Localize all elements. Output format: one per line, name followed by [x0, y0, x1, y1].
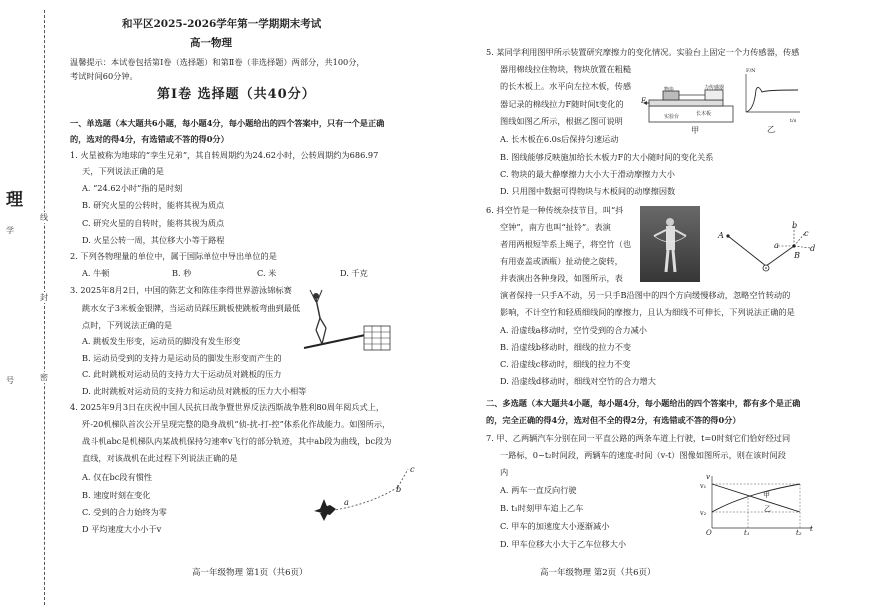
q3-stem: 点时，下列说法正确的是	[82, 320, 173, 330]
q5-fig-label: 力传感器	[704, 85, 725, 91]
q4-fig-label: b	[396, 484, 402, 494]
q5-option-b: B. 图线能够反映施加给长木板力F的大小随时间的变化关系	[500, 152, 714, 162]
q6-stem: 有用壶盖或酒瓶）扯动使之旋转，	[500, 256, 623, 266]
q5-fig-label: 物块	[664, 87, 675, 93]
binding-mark: 线	[40, 213, 48, 222]
part-heading: 二、多选题（本大题共4小题，每小题4分，每小题给出的四个答案中，都有多个是正确	[486, 398, 801, 408]
q1-option-b: B. 研究火星的公转时，能将其视为质点	[82, 200, 225, 210]
q7-option-a: A. 两车一直反向行驶	[500, 485, 577, 495]
q5-option-a: A. 长木板在6.0s后保持匀速运动	[500, 134, 619, 144]
binding-mark: 号	[6, 376, 14, 385]
jet-trajectory-figure	[310, 465, 420, 525]
q6-option-d: D. 沿虚线d移动时，细线对空竹的合力增大	[500, 376, 656, 386]
q1-option-a: A. “24.62小时”指的是时刻	[82, 183, 183, 193]
exam-subtitle: 高一物理	[190, 37, 232, 49]
q6-option-b: B. 沿虚线b移动时，细线的拉力不变	[500, 342, 632, 352]
q6-fig-label: B	[794, 250, 801, 260]
q1-stem: 天，下列说法正确的是	[82, 166, 164, 176]
q7-fig-label: t	[810, 525, 813, 533]
q6-stem: 影响，不计空竹和轻质细线间的摩擦力，且认为细线不可伸长，下列说法正确的是	[500, 307, 795, 317]
q4-option-b: B. 速度时刻在变化	[82, 490, 151, 500]
q6-stem: 6. 抖空竹是一种传统杂技节目，叫“抖	[486, 205, 624, 215]
exam-title: 和平区2025-2026学年第一学期期末考试	[122, 18, 322, 30]
q7-stem: 一路标，0~t₂时间段，两辆车的速度-时间（v-t）图像如图所示，则在该时间段	[500, 450, 786, 460]
q5-stem: 图线如图乙所示，根据乙图可说明	[500, 116, 623, 126]
q7-fig-label: v₂	[700, 509, 707, 517]
binding-dashed-line	[44, 10, 45, 605]
q5-fig-label: F/N	[746, 68, 756, 74]
q7-fig-label: 乙	[764, 505, 771, 513]
q7-option-d: D. 甲车位移大小大于乙车位移大小	[500, 539, 627, 549]
q6-stem: 者用两根短竿系上绳子，将空竹（也	[500, 239, 632, 249]
binding-margin	[0, 0, 58, 615]
q6-option-a: A. 沿虚线a移动时，空竹受到的合力减小	[500, 325, 647, 335]
q6-fig-label: A	[718, 230, 724, 240]
q7-fig-label: t₁	[744, 529, 750, 537]
q1-option-c: C. 研究火星的自转时，能将其视为质点	[82, 218, 225, 228]
q1-option-d: D. 火星公转一周，其位移大小等于路程	[82, 235, 225, 245]
q7-stem: 7. 甲、乙两辆汽车分别在同一平直公路的两条车道上行驶，t=0时刻它们恰好经过同	[486, 433, 791, 443]
q2-option-b: B. 秒	[172, 268, 192, 278]
diabolo-rope-diagram	[714, 218, 814, 278]
notice-line: 考试时间60分钟。	[70, 71, 138, 81]
q3-option-b: B. 运动员受到的支持力是运动员的脚发生形变而产生的	[82, 353, 282, 363]
q5-fig-label: 实验台	[664, 114, 680, 120]
q3-option-c: C. 此时跳板对运动员的支持力大于运动员对跳板的压力	[82, 369, 282, 379]
q6-fig-label: b	[792, 220, 798, 230]
q5-stem: 5. 某同学利用图甲所示装置研究摩擦力的变化情况。实验台上固定一个力传感器，传感	[486, 47, 800, 57]
q4-stem: 直线，对该战机在此过程下列说法正确的是	[82, 453, 238, 463]
q1-stem: 1. 火星被称为地球的“孪生兄弟”，其自转周期约为24.62小时，公转周期约为686.97	[70, 150, 379, 160]
q4-stem: 战斗机abc是机梯队内某战机保持匀速率v飞行的部分轨迹，其中ab段为曲线，bc段为	[82, 436, 392, 446]
q4-fig-label: c	[410, 464, 415, 474]
q6-fig-label: c	[804, 228, 809, 238]
part-heading: 一、单选题（本大题共6小题，每小题4分，每小题给出的四个答案中，只有一个是正确	[70, 118, 385, 128]
q3-stem: 3. 2025年8月2日，中国的陈艺文和陈佳李得世界游泳锦标赛	[70, 285, 292, 295]
q3-stem: 跳水女子3米板金银牌，当运动员踩压跳板使跳板弯曲到最低	[82, 303, 301, 313]
q7-fig-label: 甲	[763, 491, 770, 499]
q4-option-c: C. 受到的合力始终为零	[82, 507, 167, 517]
q2-option-d: D. 千克	[340, 268, 368, 278]
q4-stem: 4. 2025年9月3日在庆祝中国人民抗日战争暨世界反法西斯战争胜利80周年阅兵式上，	[70, 402, 385, 412]
page-1	[60, 0, 465, 615]
q6-option-c: C. 沿虚线c移动时，细线的拉力不变	[500, 359, 631, 369]
q5-option-d: D. 只用图中数据可得物块与木板间的动摩擦因数	[500, 186, 676, 196]
q5-stem: 器用棉线拉住物块，物块放置在粗糙	[500, 64, 632, 74]
binding-mark: 学	[6, 226, 14, 235]
q7-option-b: B. t₁时刻甲车追上乙车	[500, 503, 584, 513]
notice-line: 温馨提示：本试卷包括第Ⅰ卷（选择题）和第Ⅱ卷（非选择题）两部分，共100分，	[70, 57, 365, 67]
binding-big-char: 理	[6, 190, 23, 210]
q7-stem: 内	[500, 467, 509, 477]
q5-option-c: C. 物块的最大静摩擦力大小大于滑动摩擦力大小	[500, 169, 675, 179]
q4-option-d: D 平均速度大小小于v	[82, 524, 162, 534]
page-footer: 高一年级物理 第2页（共6页）	[540, 568, 656, 578]
q2-option-c: C. 米	[257, 268, 277, 278]
q2-option-a: A. 牛顿	[82, 268, 110, 278]
q6-stem: 空钟”，南方也叫“扯铃”。表演	[500, 222, 611, 232]
q7-fig-label: v	[706, 473, 710, 481]
q6-stem: 演者保持一只手A不动，另一只手B沿图中的四个方向缓慢移动，忽略空竹转动的	[500, 290, 791, 300]
velocity-time-graph	[704, 474, 816, 536]
q7-fig-label: t₂	[796, 529, 802, 537]
q4-fig-label: a	[344, 497, 349, 507]
q7-fig-label: O	[706, 529, 712, 537]
q3-option-d: D. 此时跳板对运动员的支持力和运动员对跳板的压力大小相等	[82, 386, 307, 396]
q4-option-a: A. 仅在bc段有惯性	[82, 472, 153, 482]
binding-mark: 封	[40, 293, 48, 302]
q5-fig-label: t/s	[790, 118, 797, 124]
part-heading: 的，完全正确的得4分，选对但不全的得2分，有选错或不答的得0分）	[486, 415, 741, 425]
q5-fig-caption-jia: 甲	[691, 125, 700, 135]
q4-stem: 歼-20机梯队首次公开呈现完整的隐身战机“侦-扰-打-控”体系化作战能力。如图所示，	[82, 419, 391, 429]
diving-board-figure	[300, 288, 392, 368]
q2-stem: 2. 下列各物理量的单位中，属于国际单位中导出单位的是	[70, 251, 277, 261]
q3-option-a: A. 跳板发生形变，运动员的脚没有发生形变	[82, 336, 241, 346]
q5-fig-label: F	[641, 97, 646, 105]
q5-stem: 的长木板上。水平向左拉木板，传感	[500, 81, 632, 91]
binding-mark: 密	[40, 373, 48, 382]
q7-option-c: C. 甲车的加速度大小逐渐减小	[500, 521, 610, 531]
q6-stem: 并表演出各种身段，如图所示，表	[500, 273, 623, 283]
force-time-graph	[740, 72, 802, 118]
section-title: 第Ⅰ卷 选择题（共40分）	[157, 87, 316, 102]
diabolo-performer-photo	[640, 206, 700, 282]
page-2	[478, 0, 870, 615]
page-footer: 高一年级物理 第1页（共6页）	[192, 568, 308, 578]
q6-fig-label: d	[810, 243, 816, 253]
part-heading: 的，选对的得4分，有选错或不答的得0分）	[70, 134, 229, 144]
q7-fig-label: v₁	[700, 482, 707, 490]
q6-fig-label: a	[774, 240, 779, 250]
q5-fig-label: 长木板	[696, 111, 712, 117]
q5-fig-caption-yi: 乙	[767, 124, 776, 134]
q5-stem: 器记录的棉线拉力F随时间t变化的	[500, 99, 624, 109]
